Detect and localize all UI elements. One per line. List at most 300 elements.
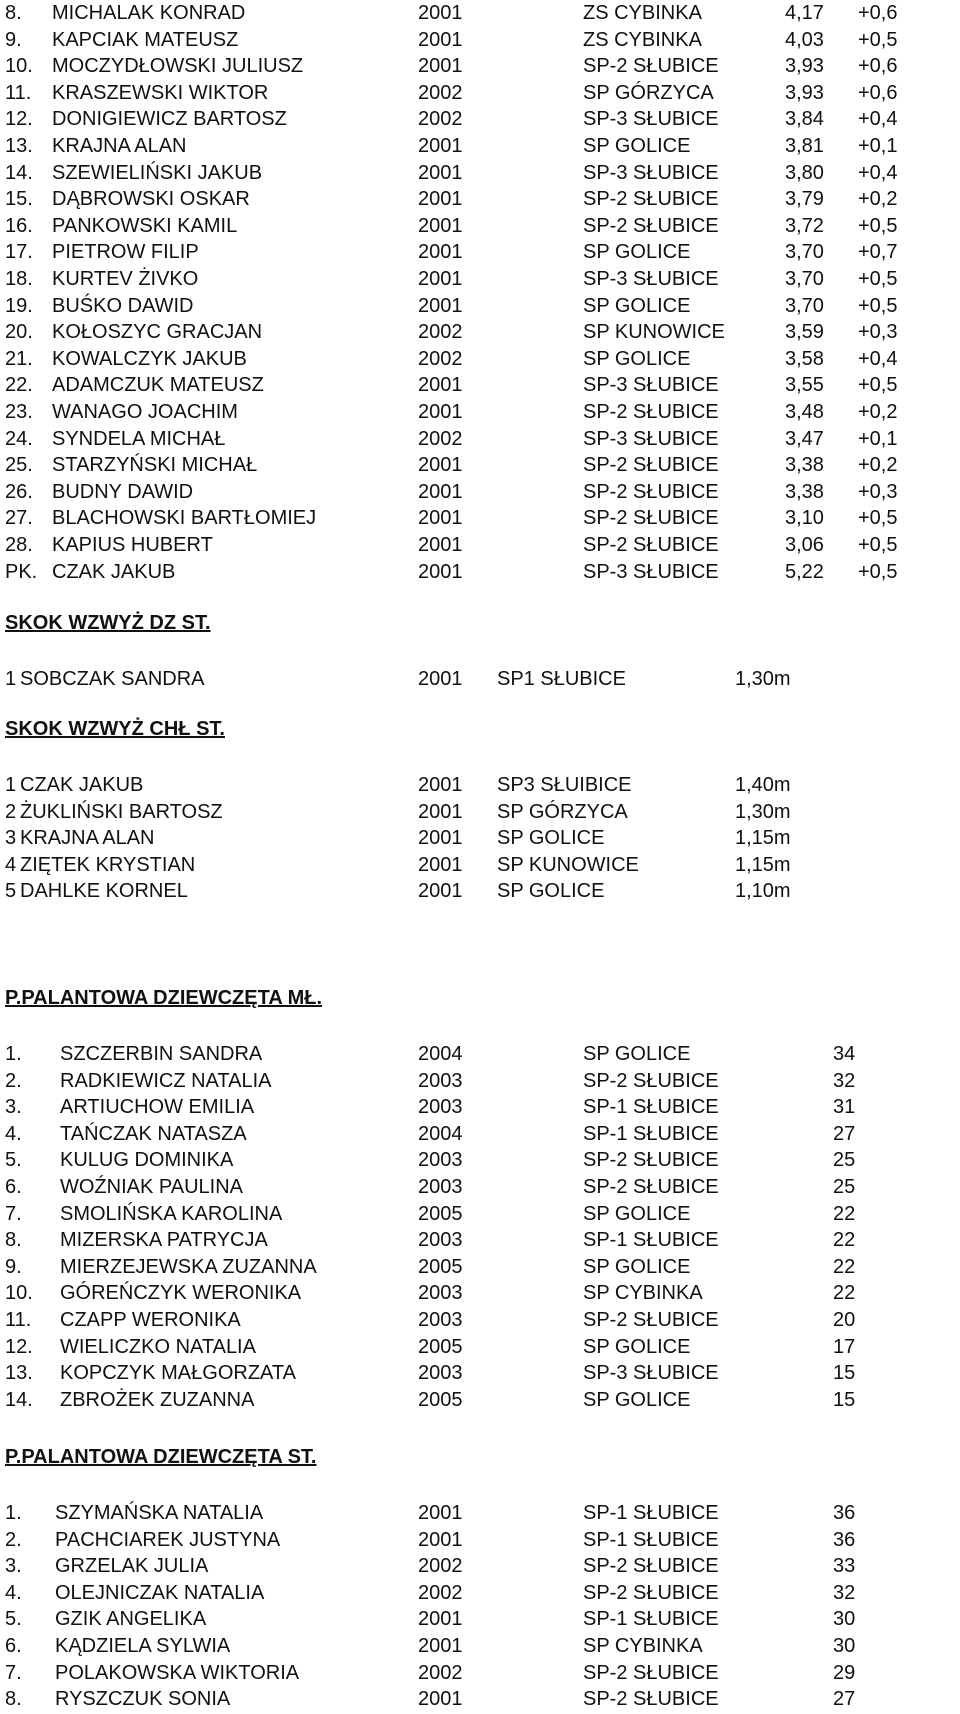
cell-year: 2003 <box>418 1229 463 1252</box>
result-row <box>0 559 960 586</box>
cell-year: 2001 <box>418 480 463 503</box>
result-row <box>0 27 960 54</box>
cell-school: SP GÓRZYCA <box>583 81 714 104</box>
cell-place: 3. <box>5 1555 22 1578</box>
cell-result: 5,22 <box>785 560 824 583</box>
cell-school: SP-1 SŁUBICE <box>583 1096 719 1119</box>
cell-name: OLEJNICZAK NATALIA <box>55 1581 265 1604</box>
cell-name: KAPIUS HUBERT <box>52 534 213 556</box>
cell-name: GÓREŃCZYK WERONIKA <box>60 1282 302 1305</box>
result-row <box>0 1280 960 1307</box>
cell-year: 2003 <box>418 1309 463 1331</box>
result-row <box>0 1094 960 1121</box>
cell-place: 5 <box>5 880 17 903</box>
cell-school: SP-2 SŁUBICE <box>583 1069 719 1092</box>
cell-year: 2001 <box>418 2 463 24</box>
cell-name: POLAKOWSKA WIKTORIA <box>55 1661 300 1684</box>
cell-place: 7. <box>5 1661 22 1684</box>
cell-place: PK. <box>5 560 38 583</box>
cell-year: 2001 <box>418 1688 463 1711</box>
cell-place: 8. <box>5 1229 22 1252</box>
result-row <box>0 799 960 826</box>
cell-school: SP-2 SŁUBICE <box>583 214 719 237</box>
cell-year: 2005 <box>418 1255 463 1278</box>
cell-result: 1,40m <box>735 774 791 796</box>
cell-wind: +0,4 <box>858 161 898 184</box>
result-row <box>0 1606 960 1633</box>
cell-school: SP-2 SŁUBICE <box>583 1555 719 1578</box>
cell-place: 17. <box>5 241 33 264</box>
cell-wind: +0,5 <box>858 214 898 237</box>
cell-school: SP CYBINKA <box>583 1282 703 1305</box>
cell-place: 1 <box>5 774 17 796</box>
section-heading: SKOK WZWYŻ CHŁ ST. <box>5 718 225 740</box>
cell-year: 2001 <box>418 294 463 317</box>
cell-year: 2001 <box>418 1528 463 1551</box>
result-row <box>0 1174 960 1201</box>
cell-result: 15 <box>833 1388 856 1411</box>
cell-result: 3,93 <box>785 55 824 78</box>
cell-place: 19. <box>5 294 33 317</box>
cell-school: SP-1 SŁUBICE <box>583 1502 719 1524</box>
cell-school: SP GOLICE <box>583 135 691 157</box>
cell-place: 1. <box>5 1502 22 1524</box>
cell-name: KURTEV ŻIVKO <box>52 268 199 290</box>
cell-wind: +0,2 <box>858 401 898 423</box>
cell-result: 3,70 <box>785 294 824 317</box>
result-row <box>0 772 960 799</box>
cell-school: SP3 SŁUIBICE <box>497 774 632 796</box>
cell-name: MICHALAK KONRAD <box>52 2 246 24</box>
cell-name: KULUG DOMINIKA <box>60 1149 234 1172</box>
result-row <box>0 0 960 27</box>
cell-name: DAHLKE KORNEL <box>20 880 188 903</box>
cell-place: 12. <box>5 1335 33 1358</box>
result-row <box>0 1147 960 1174</box>
cell-year: 2002 <box>418 81 463 104</box>
cell-year: 2001 <box>418 1502 463 1524</box>
cell-place: 5. <box>5 1149 22 1172</box>
cell-name: MIZERSKA PATRYCJA <box>60 1229 268 1252</box>
cell-result: 3,79 <box>785 188 824 211</box>
cell-place: 21. <box>5 347 33 370</box>
cell-name: KĄDZIELA SYLWIA <box>55 1635 231 1657</box>
cell-place: 2. <box>5 1528 22 1551</box>
cell-school: SP-1 SŁUBICE <box>583 1229 719 1252</box>
cell-result: 1,15m <box>735 853 791 876</box>
cell-name: KRASZEWSKI WIKTOR <box>52 81 269 104</box>
cell-wind: +0,5 <box>858 374 898 397</box>
result-row <box>0 186 960 213</box>
result-row <box>0 53 960 80</box>
cell-result: 17 <box>833 1335 856 1358</box>
cell-place: 1. <box>5 1043 22 1065</box>
cell-year: 2001 <box>418 55 463 78</box>
result-row <box>0 1254 960 1281</box>
cell-result: 3,80 <box>785 161 824 184</box>
cell-year: 2001 <box>418 454 463 477</box>
result-row <box>0 1686 960 1713</box>
cell-result: 30 <box>833 1635 856 1657</box>
cell-year: 2001 <box>418 800 463 823</box>
cell-place: 24. <box>5 427 33 450</box>
cell-school: SP KUNOWICE <box>497 853 639 876</box>
cell-place: 26. <box>5 480 33 503</box>
cell-name: KOWALCZYK JAKUB <box>52 347 247 370</box>
cell-school: SP GOLICE <box>497 827 605 850</box>
cell-result: 3,55 <box>785 374 824 397</box>
cell-place: 1 <box>5 668 17 690</box>
cell-name: ZBROŻEK ZUZANNA <box>60 1388 255 1411</box>
cell-school: SP-3 SŁUBICE <box>583 108 719 131</box>
cell-result: 3,81 <box>785 135 824 157</box>
cell-year: 2003 <box>418 1282 463 1305</box>
cell-place: 12. <box>5 108 33 131</box>
cell-year: 2003 <box>418 1176 463 1198</box>
cell-wind: +0,6 <box>858 2 898 24</box>
cell-school: SP-2 SŁUBICE <box>583 1688 719 1711</box>
section-heading: P.PALANTOWA DZIEWCZĘTA MŁ. <box>5 987 323 1009</box>
cell-name: TAŃCZAK NATASZA <box>60 1122 247 1145</box>
cell-place: 4. <box>5 1581 22 1604</box>
cell-place: 13. <box>5 135 33 157</box>
result-row <box>0 319 960 346</box>
cell-result: 30 <box>833 1608 856 1631</box>
cell-school: SP-1 SŁUBICE <box>583 1528 719 1551</box>
cell-place: 11. <box>5 1309 32 1331</box>
cell-school: SP-2 SŁUBICE <box>583 454 719 477</box>
cell-year: 2001 <box>418 1608 463 1631</box>
cell-place: 16. <box>5 214 33 237</box>
result-row <box>0 1227 960 1254</box>
cell-result: 15 <box>833 1362 856 1385</box>
cell-name: SOBCZAK SANDRA <box>20 668 205 690</box>
cell-year: 2003 <box>418 1096 463 1119</box>
cell-wind: +0,1 <box>858 135 898 157</box>
cell-wind: +0,5 <box>858 560 898 583</box>
cell-place: 18. <box>5 268 33 290</box>
cell-name: RYSZCZUK SONIA <box>55 1688 231 1711</box>
cell-place: 7. <box>5 1202 22 1225</box>
result-row <box>0 1041 960 1068</box>
cell-name: ZIĘTEK KRYSTIAN <box>20 853 196 876</box>
cell-school: SP GOLICE <box>497 880 605 903</box>
cell-result: 22 <box>833 1282 856 1305</box>
cell-school: SP GOLICE <box>583 1202 691 1225</box>
result-row <box>0 399 960 426</box>
cell-year: 2001 <box>418 161 463 184</box>
cell-school: SP GOLICE <box>583 241 691 264</box>
cell-year: 2003 <box>418 1362 463 1385</box>
cell-name: PACHCIAREK JUSTYNA <box>55 1528 281 1551</box>
cell-result: 22 <box>833 1255 856 1278</box>
cell-name: PIETROW FILIP <box>52 241 199 264</box>
result-row <box>0 372 960 399</box>
result-row <box>0 1360 960 1387</box>
cell-place: 25. <box>5 454 33 477</box>
cell-name: MOCZYDŁOWSKI JULIUSZ <box>52 55 304 78</box>
cell-school: SP-3 SŁUBICE <box>583 560 719 583</box>
cell-year: 2002 <box>418 1661 463 1684</box>
result-row <box>0 1307 960 1334</box>
cell-wind: +0,1 <box>858 427 898 450</box>
cell-name: STARZYŃSKI MICHAŁ <box>52 454 258 477</box>
cell-result: 33 <box>833 1555 856 1578</box>
cell-wind: +0,7 <box>858 241 898 264</box>
cell-school: SP-2 SŁUBICE <box>583 1581 719 1604</box>
cell-year: 2001 <box>418 401 463 423</box>
cell-wind: +0,2 <box>858 454 898 477</box>
result-row <box>0 239 960 266</box>
result-row <box>0 1580 960 1607</box>
cell-school: ZS CYBINKA <box>583 2 702 24</box>
cell-school: SP-3 SŁUBICE <box>583 161 719 184</box>
result-row <box>0 505 960 532</box>
cell-year: 2002 <box>418 347 463 370</box>
cell-school: SP-2 SŁUBICE <box>583 401 719 423</box>
result-row <box>0 1660 960 1687</box>
result-row <box>0 825 960 852</box>
cell-place: 8. <box>5 2 22 24</box>
cell-name: DĄBROWSKI OSKAR <box>52 188 250 211</box>
cell-result: 4,03 <box>785 28 824 51</box>
cell-place: 14. <box>5 161 33 184</box>
cell-result: 3,47 <box>785 427 824 450</box>
result-row <box>0 852 960 879</box>
cell-name: BLACHOWSKI BARTŁOMIEJ <box>52 507 317 530</box>
cell-school: SP-2 SŁUBICE <box>583 188 719 211</box>
cell-result: 1,30m <box>735 800 791 823</box>
cell-place: 11. <box>5 81 32 104</box>
cell-name: WIELICZKO NATALIA <box>60 1335 256 1358</box>
cell-name: RADKIEWICZ NATALIA <box>60 1069 272 1092</box>
cell-school: SP-1 SŁUBICE <box>583 1608 719 1631</box>
cell-name: ARTIUCHOW EMILIA <box>60 1096 255 1119</box>
cell-name: CZAK JAKUB <box>52 560 176 583</box>
cell-name: WOŹNIAK PAULINA <box>60 1176 243 1198</box>
cell-year: 2002 <box>418 1555 463 1578</box>
cell-result: 32 <box>833 1069 856 1092</box>
result-row <box>0 346 960 373</box>
cell-place: 3 <box>5 827 17 850</box>
cell-school: SP-2 SŁUBICE <box>583 1176 719 1198</box>
cell-wind: +0,5 <box>858 294 898 317</box>
cell-school: SP GÓRZYCA <box>497 800 628 823</box>
cell-result: 20 <box>833 1309 856 1331</box>
cell-year: 2002 <box>418 1581 463 1604</box>
cell-place: 4 <box>5 853 17 876</box>
cell-place: 14. <box>5 1388 33 1411</box>
cell-wind: +0,3 <box>858 480 898 503</box>
result-row <box>0 532 960 559</box>
cell-result: 25 <box>833 1149 856 1172</box>
cell-school: ZS CYBINKA <box>583 28 702 51</box>
cell-wind: +0,4 <box>858 108 898 131</box>
cell-place: 20. <box>5 321 33 344</box>
cell-result: 34 <box>833 1043 856 1065</box>
cell-school: SP-1 SŁUBICE <box>583 1122 719 1145</box>
cell-name: KRAJNA ALAN <box>52 135 187 157</box>
cell-school: SP-3 SŁUBICE <box>583 374 719 397</box>
cell-name: GZIK ANGELIKA <box>55 1608 207 1631</box>
cell-name: SMOLIŃSKA KAROLINA <box>60 1202 283 1225</box>
cell-school: SP-2 SŁUBICE <box>583 1309 719 1331</box>
result-row <box>0 1387 960 1414</box>
cell-school: SP-2 SŁUBICE <box>583 534 719 556</box>
cell-year: 2001 <box>418 507 463 530</box>
cell-school: SP GOLICE <box>583 1388 691 1411</box>
cell-place: 2 <box>5 800 17 823</box>
cell-year: 2001 <box>418 135 463 157</box>
result-row <box>0 878 960 905</box>
cell-school: SP-2 SŁUBICE <box>583 480 719 503</box>
section-heading: SKOK WZWYŻ DZ ST. <box>5 612 211 634</box>
cell-result: 3,72 <box>785 214 824 237</box>
cell-school: SP-3 SŁUBICE <box>583 1362 719 1385</box>
cell-result: 3,93 <box>785 81 824 104</box>
cell-year: 2001 <box>418 668 463 690</box>
cell-result: 3,70 <box>785 268 824 290</box>
cell-name: CZAPP WERONIKA <box>60 1309 241 1331</box>
cell-place: 3. <box>5 1096 22 1119</box>
cell-place: 22. <box>5 374 33 397</box>
result-row <box>0 1121 960 1148</box>
cell-result: 27 <box>833 1688 856 1711</box>
cell-school: SP1 SŁUBICE <box>497 668 626 690</box>
cell-result: 3,48 <box>785 401 824 423</box>
cell-school: SP CYBINKA <box>583 1635 703 1657</box>
cell-year: 2003 <box>418 1149 463 1172</box>
cell-year: 2004 <box>418 1043 463 1065</box>
cell-year: 2001 <box>418 374 463 397</box>
cell-result: 25 <box>833 1176 856 1198</box>
result-row <box>0 160 960 187</box>
cell-school: SP-3 SŁUBICE <box>583 427 719 450</box>
cell-school: SP-2 SŁUBICE <box>583 1661 719 1684</box>
cell-school: SP GOLICE <box>583 1255 691 1278</box>
cell-name: SZCZERBIN SANDRA <box>60 1043 263 1065</box>
cell-place: 10. <box>5 55 33 78</box>
cell-place: 5. <box>5 1608 22 1631</box>
cell-place: 15. <box>5 188 33 211</box>
cell-wind: +0,5 <box>858 534 898 556</box>
cell-result: 22 <box>833 1229 856 1252</box>
cell-year: 2002 <box>418 108 463 131</box>
cell-result: 3,59 <box>785 321 824 344</box>
cell-wind: +0,6 <box>858 55 898 78</box>
cell-result: 31 <box>833 1096 856 1119</box>
cell-result: 3,10 <box>785 507 824 530</box>
cell-result: 3,84 <box>785 108 824 131</box>
cell-place: 2. <box>5 1069 22 1092</box>
cell-wind: +0,2 <box>858 188 898 211</box>
cell-place: 9. <box>5 28 22 51</box>
cell-name: DONIGIEWICZ BARTOSZ <box>52 108 287 131</box>
cell-year: 2001 <box>418 560 463 583</box>
cell-year: 2001 <box>418 827 463 850</box>
result-row <box>0 293 960 320</box>
cell-result: 36 <box>833 1528 856 1551</box>
result-row <box>0 479 960 506</box>
cell-result: 27 <box>833 1122 856 1145</box>
cell-place: 28. <box>5 534 33 556</box>
cell-name: CZAK JAKUB <box>20 774 144 796</box>
cell-name: KRAJNA ALAN <box>20 827 155 850</box>
cell-year: 2001 <box>418 880 463 903</box>
cell-school: SP GOLICE <box>583 1335 691 1358</box>
cell-school: SP-3 SŁUBICE <box>583 268 719 290</box>
cell-place: 10. <box>5 1282 33 1305</box>
result-row <box>0 1334 960 1361</box>
cell-year: 2001 <box>418 188 463 211</box>
cell-result: 32 <box>833 1581 856 1604</box>
cell-result: 4,17 <box>785 2 824 24</box>
cell-wind: +0,5 <box>858 28 898 51</box>
cell-place: 4. <box>5 1122 22 1145</box>
cell-year: 2001 <box>418 534 463 556</box>
result-row <box>0 1201 960 1228</box>
cell-result: 1,15m <box>735 827 791 850</box>
cell-result: 1,30m <box>735 668 791 690</box>
cell-school: SP GOLICE <box>583 1043 691 1065</box>
cell-year: 2001 <box>418 214 463 237</box>
section-heading: P.PALANTOWA DZIEWCZĘTA ST. <box>5 1446 317 1468</box>
cell-year: 2005 <box>418 1202 463 1225</box>
cell-name: KOŁOSZYC GRACJAN <box>52 321 263 344</box>
cell-year: 2001 <box>418 853 463 876</box>
cell-school: SP-2 SŁUBICE <box>583 55 719 78</box>
cell-result: 29 <box>833 1661 856 1684</box>
cell-year: 2001 <box>418 268 463 290</box>
cell-place: 8. <box>5 1688 22 1711</box>
cell-result: 3,06 <box>785 534 824 556</box>
result-row <box>0 106 960 133</box>
result-row <box>0 426 960 453</box>
cell-result: 1,10m <box>735 880 791 903</box>
cell-place: 27. <box>5 507 33 530</box>
cell-school: SP GOLICE <box>583 294 691 317</box>
cell-year: 2001 <box>418 28 463 51</box>
cell-name: KOPCZYK MAŁGORZATA <box>60 1362 296 1385</box>
result-row <box>0 80 960 107</box>
cell-name: KAPCIAK MATEUSZ <box>52 28 239 51</box>
result-row <box>0 452 960 479</box>
cell-wind: +0,5 <box>858 507 898 530</box>
cell-name: BUDNY DAWID <box>52 480 194 503</box>
cell-place: 6. <box>5 1635 22 1657</box>
cell-year: 2001 <box>418 1635 463 1657</box>
cell-school: SP KUNOWICE <box>583 321 725 344</box>
cell-name: MIERZEJEWSKA ZUZANNA <box>60 1255 317 1278</box>
cell-year: 2005 <box>418 1335 463 1358</box>
cell-year: 2002 <box>418 321 463 344</box>
result-row <box>0 666 960 693</box>
cell-name: ŻUKLIŃSKI BARTOSZ <box>20 800 223 823</box>
result-row <box>0 1068 960 1095</box>
result-row <box>0 133 960 160</box>
cell-year: 2005 <box>418 1388 463 1411</box>
cell-year: 2003 <box>418 1069 463 1092</box>
cell-wind: +0,4 <box>858 347 898 370</box>
result-row <box>0 1633 960 1660</box>
cell-place: 13. <box>5 1362 33 1385</box>
cell-result: 22 <box>833 1202 856 1225</box>
cell-result: 3,58 <box>785 347 824 370</box>
cell-name: BUŚKO DAWID <box>52 294 194 317</box>
cell-name: ADAMCZUK MATEUSZ <box>52 374 264 397</box>
cell-name: SZYMAŃSKA NATALIA <box>55 1502 264 1524</box>
cell-year: 2002 <box>418 427 463 450</box>
